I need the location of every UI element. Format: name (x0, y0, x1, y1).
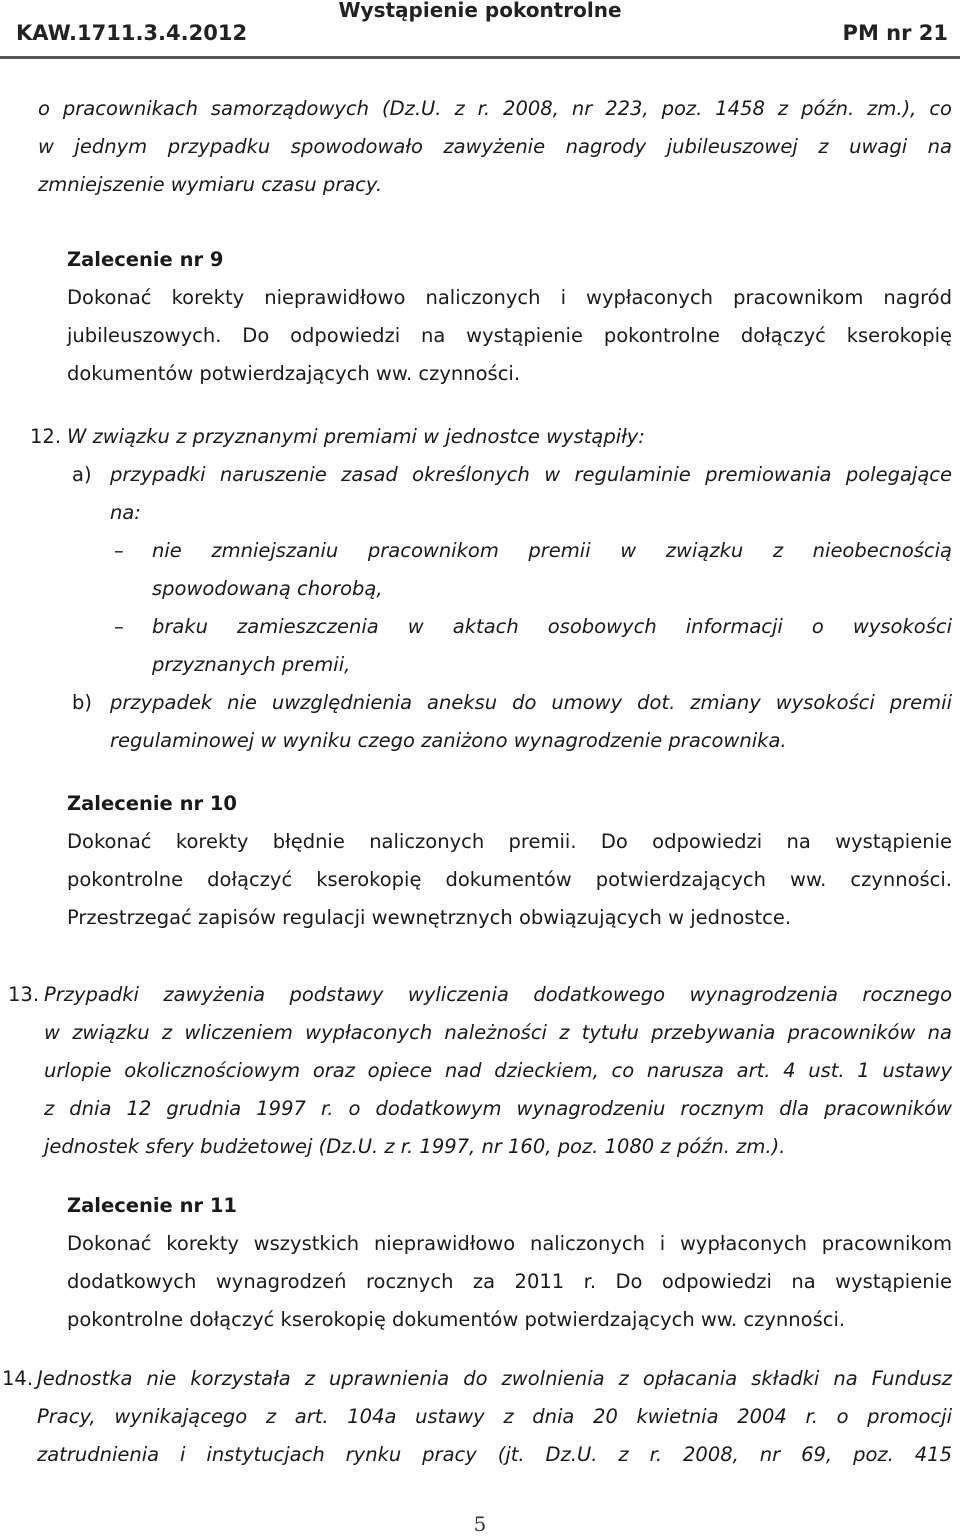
text-line: przyznanych premii, (152, 653, 351, 676)
text-line: jednostek sfery budżetowej (Dz.U. z r. 1997, nr 160, poz. 1080 z późn. zm.). (44, 1135, 786, 1158)
text-line: Dokonać korekty błędnie naliczonych premii. Do odpowiedzi na wystąpienie (67, 830, 952, 853)
text-line: przypadki naruszenie zasad określonych w regulaminie premiowania polegające (110, 463, 952, 486)
text-line: w jednym przypadku spowodowało zawyżenie nagrody jubileuszowej z uwagi na (38, 135, 952, 158)
item-12-a (110, 456, 952, 532)
text-line: Dokonać korekty wszystkich nieprawidłowo naliczonych i wypłaconych pracownikom (67, 1232, 952, 1255)
text-line: Pracy, wynikającego z art. 104a ustawy z dnia 20 kwietnia 2004 r. o promocji (37, 1405, 952, 1428)
text-line: przypadek nie uwzględnienia aneksu do umowy dot. zmiany wysokości premii (110, 691, 952, 714)
recommendation-title: Zalecenie nr 11 (67, 1194, 237, 1217)
page-header (0, 0, 960, 60)
item-number: 13. (8, 983, 40, 1006)
text-line: urlopie okolicznościowym oraz opiece nad dzieckiem, co narusza art. 4 ust. 1 ustawy (44, 1059, 952, 1082)
document-title: Wystąpienie pokontrolne (338, 0, 622, 22)
list-label-a: a) (72, 463, 92, 486)
text-line: braku zamieszczenia w aktach osobowych informacji o wysokości (152, 615, 952, 638)
list-label-b: b) (72, 691, 92, 714)
document-code: KAW.1711.3.4.2012 (16, 21, 248, 45)
dash-bullet: – (114, 615, 124, 638)
text-line: W związku z przyznanymi premiami w jednostce wystąpiły: (67, 425, 645, 448)
text-line: zmniejszenie wymiaru czasu pracy. (38, 173, 383, 196)
recommendation-9 (67, 241, 952, 393)
item-14 (37, 1360, 952, 1474)
recommendation-10 (67, 785, 952, 937)
item-12-intro (67, 418, 952, 456)
text-line: jubileuszowych. Do odpowiedzi na wystąpienie pokontrolne dołączyć kserokopię (67, 324, 952, 347)
item-13 (44, 976, 952, 1166)
dash-bullet: – (114, 539, 124, 562)
text-line: dodatkowych wynagrodzeń rocznych za 2011 r. Do odpowiedzi na wystąpienie (67, 1270, 952, 1293)
recommendation-11 (67, 1187, 952, 1339)
text-line: dokumentów potwierdzających ww. czynności. (67, 362, 521, 385)
text-line: pokontrolne dołączyć kserokopię dokumentów potwierdzających ww. czynności. (67, 1308, 846, 1331)
item-12-b (110, 684, 952, 760)
text-line: na: (110, 501, 141, 524)
text-line: Przestrzegać zapisów regulacji wewnętrznych obwiązujących w jednostce. (67, 906, 792, 929)
header-rule (0, 56, 960, 59)
recommendation-title: Zalecenie nr 10 (67, 792, 237, 815)
text-line: w związku z wliczeniem wypłaconych należności z tytułu przebywania pracowników na (44, 1021, 952, 1044)
page-number: 5 (473, 1512, 487, 1536)
document-number: PM nr 21 (842, 21, 948, 45)
text-line: spowodowaną chorobą, (152, 577, 383, 600)
text-line: Przypadki zawyżenia podstawy wyliczenia dodatkowego wynagrodzenia rocznego (44, 983, 952, 1006)
text-line: nie zmniejszaniu pracownikom premii w związku z nieobecnością (152, 539, 952, 562)
text-line: Dokonać korekty nieprawidłowo naliczonych i wypłaconych pracownikom nagród (67, 286, 952, 309)
text-line: zatrudnienia i instytucjach rynku pracy (jt. Dz.U. z r. 2008, nr 69, poz. 415 (37, 1443, 952, 1466)
item-12-dash-1 (152, 532, 952, 608)
text-line: pokontrolne dołączyć kserokopię dokumentów potwierdzających ww. czynności. (67, 868, 952, 891)
text-line: Jednostka nie korzystała z uprawnienia do zwolnienia z opłacania składki na Fundusz (37, 1367, 952, 1390)
intro-continuation (38, 90, 952, 204)
item-number: 14. (2, 1367, 34, 1390)
text-line: o pracownikach samorządowych (Dz.U. z r. 2008, nr 223, poz. 1458 z późn. zm.), co (38, 97, 952, 120)
text-line: regulaminowej w wyniku czego zaniżono wynagrodzenie pracownika. (110, 729, 787, 752)
recommendation-title: Zalecenie nr 9 (67, 248, 224, 271)
text-line: z dnia 12 grudnia 1997 r. o dodatkowym wynagrodzeniu rocznym dla pracowników (44, 1097, 952, 1120)
item-number: 12. (30, 425, 62, 448)
item-12-dash-2 (152, 608, 952, 684)
